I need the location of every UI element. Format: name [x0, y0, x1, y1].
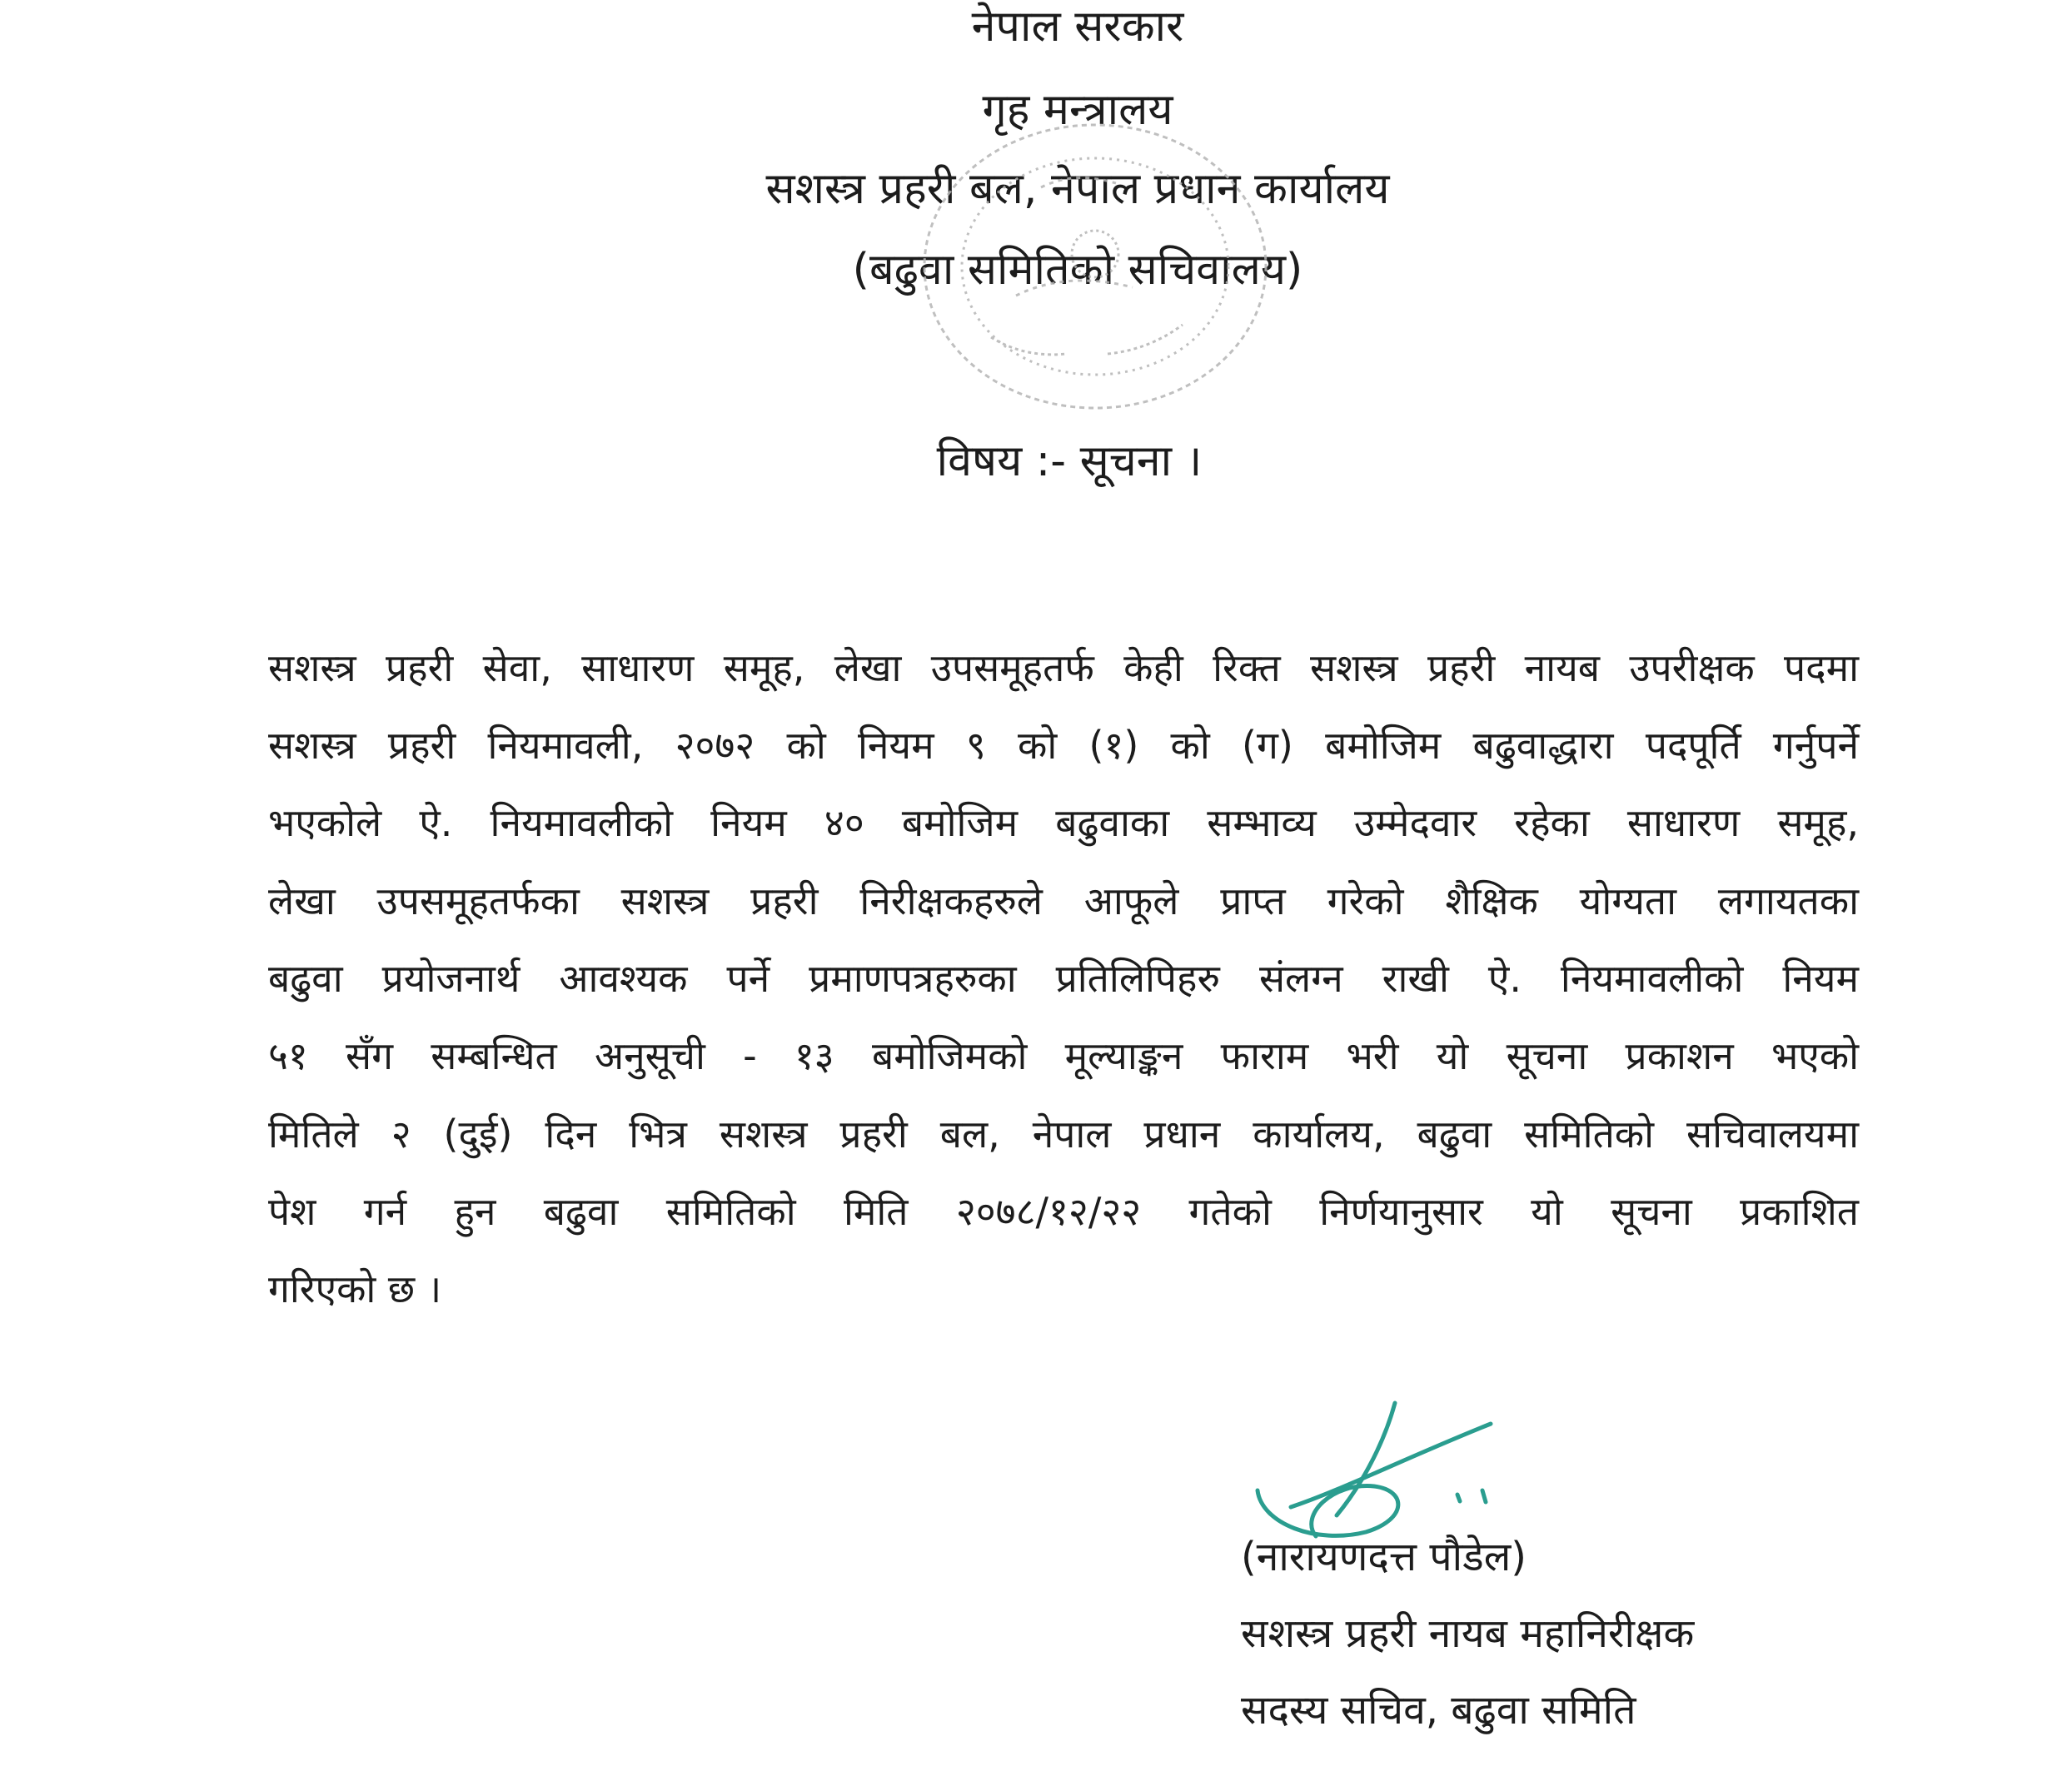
body-line-3: भएकोले ऐ. नियमावलीको नियम ४० बमोजिम बढुवाका सम्भाव्य उम्मेदवार रहेका साधारण समूह, [268, 800, 1859, 845]
signatory-name: (नारायणदत्त पौडेल) [1241, 1534, 1527, 1580]
body-line-7: मितिले २ (दुई) दिन भित्र सशस्त्र प्रहरी बल, नेपाल प्रधान कार्यालय, बढुवा समितिको सचिवालयमा [268, 1112, 1859, 1157]
subject-line: विषय :- सूचना । [936, 436, 1203, 486]
body-line-5: बढुवा प्रयोजनार्थ आवश्यक पर्ने प्रमाणपत्रहरुका प्रतिलिपिहरु संलग्न राखी ऐ. नियमावलीको नियम [268, 956, 1859, 1001]
signatory-title: सशस्त्र प्रहरी नायब महानिरीक्षक [1241, 1610, 1695, 1657]
body-line-2: सशस्त्र प्रहरी नियमावली, २०७२ को नियम ९ को (१) को (ग) बमोजिम बढुवाद्धारा पदपूर्ति गर्नुपर्ने [268, 723, 1859, 768]
office-title: सशस्त्र प्रहरी बल, नेपाल प्रधान कार्यालय [765, 164, 1390, 214]
ministry-title: गृह मन्त्रालय [982, 85, 1173, 135]
secretariat-title: (बढुवा समितिको सचिवालय) [852, 245, 1303, 295]
body-line-6: ५१ सँग सम्बन्धित अनुसूची - १३ बमोजिमको मूल्याङ्कन फाराम भरी यो सूचना प्रकाशन भएको [268, 1033, 1859, 1078]
government-title: नेपाल सरकार [971, 2, 1184, 52]
body-line-1: सशस्त्र प्रहरी सेवा, साधारण समूह, लेखा उपसमूहतर्फ केही रिक्त सशस्त्र प्रहरी नायब उपरीक्षक पदमा [268, 645, 1859, 690]
signatory-role: सदस्य सचिव, बढुवा समिति [1241, 1687, 1636, 1734]
body-line-4: लेखा उपसमूहतर्फका सशस्त्र प्रहरी निरीक्षकहरुले आफूले प्राप्त गरेको शैक्षिक योग्यता लगायतका [268, 878, 1859, 923]
body-line-9: गरिएको छ । [268, 1266, 442, 1311]
body-line-8: पेश गर्न हुन बढुवा समितिको मिति २०७८/१२/२२ गतेको निर्णयानुसार यो सूचना प्रकाशित [268, 1189, 1859, 1234]
